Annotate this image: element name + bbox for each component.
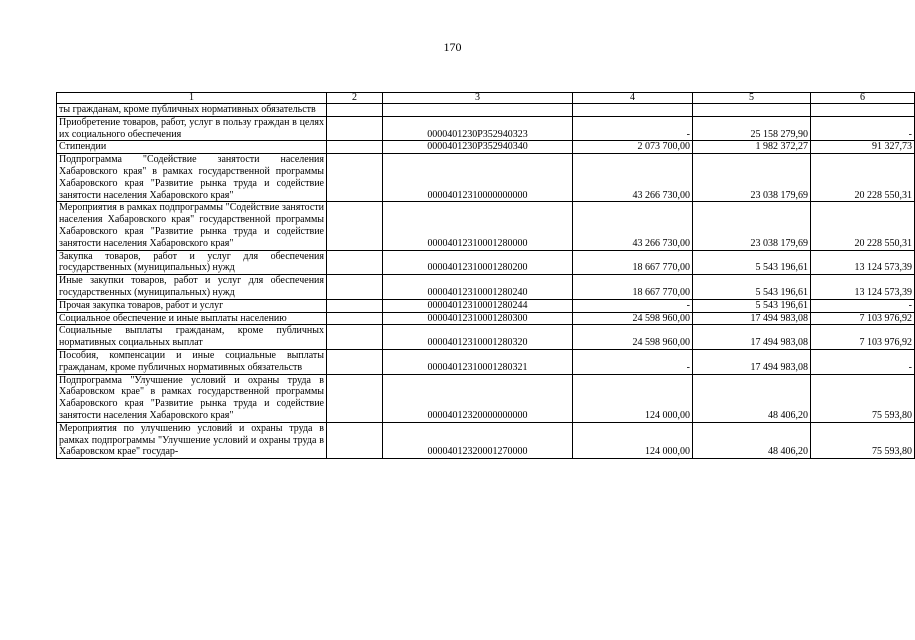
table-row <box>57 116 915 141</box>
table-row <box>57 422 915 458</box>
table-row <box>57 349 915 374</box>
row-code-cell: 00004012310001280000 <box>383 202 573 250</box>
row-executed-amount-cell: 17 494 983,08 <box>693 349 811 374</box>
row-executed-amount-cell: 1 982 372,27 <box>693 141 811 154</box>
row-section-cell <box>327 349 383 374</box>
row-code-cell: 00004012310000000000 <box>383 154 573 202</box>
row-unexecuted-amount-cell: 91 327,73 <box>811 141 915 154</box>
row-unexecuted-amount-cell: - <box>811 116 915 141</box>
column-header: 3 <box>383 93 573 104</box>
row-executed-amount-cell: 5 543 196,61 <box>693 275 811 300</box>
row-code-cell: 0000401230P352940340 <box>383 141 573 154</box>
row-approved-amount-cell: 124 000,00 <box>573 374 693 422</box>
row-section-cell <box>327 104 383 117</box>
row-code-cell: 0000401230P352940323 <box>383 116 573 141</box>
row-name-cell: Подпрограмма "Улучшение условий и охраны труда в Хабаровском крае" в рамках государственной программы Хабаровского края "Развитие рынка труда и содействие занятости населения Хабаровского края" <box>57 374 327 422</box>
row-section-cell <box>327 374 383 422</box>
row-name-cell: Подпрограмма "Содействие занятости населения Хабаровского края" в рамках государственной программы Хабаровского края "Развитие рынка труда и содействие занятости населения Хабаровского края" <box>57 154 327 202</box>
row-name-cell: Социальное обеспечение и иные выплаты населению <box>57 312 327 325</box>
row-approved-amount-cell: 18 667 770,00 <box>573 250 693 275</box>
row-name-cell: Мероприятия в рамках подпрограммы "Содействие занятости населения Хабаровского края" государственной программы Хабаровского края "Развитие рынка труда и содействие занятости населения Хабаровского края" <box>57 202 327 250</box>
row-executed-amount-cell: 48 406,20 <box>693 374 811 422</box>
row-code-cell: 00004012310001280321 <box>383 349 573 374</box>
table-row <box>57 250 915 275</box>
row-name-cell: Прочая закупка товаров, работ и услуг <box>57 299 327 312</box>
row-code-cell <box>383 104 573 117</box>
table-row <box>57 325 915 350</box>
column-header: 1 <box>57 93 327 104</box>
row-unexecuted-amount-cell: - <box>811 349 915 374</box>
row-section-cell <box>327 325 383 350</box>
budget-table <box>56 92 915 459</box>
table-header-row <box>57 93 915 104</box>
row-code-cell: 00004012310001280320 <box>383 325 573 350</box>
row-unexecuted-amount-cell: 7 103 976,92 <box>811 312 915 325</box>
row-code-cell: 00004012320000000000 <box>383 374 573 422</box>
row-executed-amount-cell: 5 543 196,61 <box>693 250 811 275</box>
row-name-cell: Иные закупки товаров, работ и услуг для обеспечения государственных (муниципальных) нужд <box>57 275 327 300</box>
table-row <box>57 299 915 312</box>
row-section-cell <box>327 275 383 300</box>
row-section-cell <box>327 422 383 458</box>
row-name-cell: Закупка товаров, работ и услуг для обеспечения государственных (муниципальных) нужд <box>57 250 327 275</box>
row-approved-amount-cell: 18 667 770,00 <box>573 275 693 300</box>
row-approved-amount-cell: 43 266 730,00 <box>573 202 693 250</box>
row-executed-amount-cell: 23 038 179,69 <box>693 202 811 250</box>
row-executed-amount-cell: 23 038 179,69 <box>693 154 811 202</box>
row-approved-amount-cell: - <box>573 116 693 141</box>
row-section-cell <box>327 202 383 250</box>
row-name-cell: ты гражданам, кроме публичных нормативных обязательств <box>57 104 327 117</box>
row-approved-amount-cell: 24 598 960,00 <box>573 325 693 350</box>
row-unexecuted-amount-cell: 13 124 573,39 <box>811 250 915 275</box>
row-section-cell <box>327 312 383 325</box>
table-row <box>57 275 915 300</box>
row-code-cell: 00004012310001280240 <box>383 275 573 300</box>
row-executed-amount-cell: 5 543 196,61 <box>693 299 811 312</box>
row-name-cell: Пособия, компенсации и иные социальные выплаты гражданам, кроме публичных нормативных обязательств <box>57 349 327 374</box>
table-row <box>57 202 915 250</box>
row-executed-amount-cell: 17 494 983,08 <box>693 325 811 350</box>
row-section-cell <box>327 250 383 275</box>
row-approved-amount-cell: 124 000,00 <box>573 422 693 458</box>
row-name-cell: Социальные выплаты гражданам, кроме публичных нормативных социальных выплат <box>57 325 327 350</box>
row-unexecuted-amount-cell: - <box>811 299 915 312</box>
column-header: 5 <box>693 93 811 104</box>
row-section-cell <box>327 299 383 312</box>
row-approved-amount-cell: 2 073 700,00 <box>573 141 693 154</box>
table-row <box>57 104 915 117</box>
row-code-cell: 00004012310001280300 <box>383 312 573 325</box>
row-section-cell <box>327 154 383 202</box>
table-row <box>57 374 915 422</box>
table-row <box>57 312 915 325</box>
row-approved-amount-cell: - <box>573 299 693 312</box>
row-unexecuted-amount-cell <box>811 104 915 117</box>
row-section-cell <box>327 141 383 154</box>
row-approved-amount-cell: 24 598 960,00 <box>573 312 693 325</box>
row-name-cell: Мероприятия по улучшению условий и охраны труда в рамках подпрограммы "Улучшение условий и охраны труда в Хабаровском крае" государ- <box>57 422 327 458</box>
row-unexecuted-amount-cell: 20 228 550,31 <box>811 154 915 202</box>
row-code-cell: 00004012310001280244 <box>383 299 573 312</box>
row-approved-amount-cell: 43 266 730,00 <box>573 154 693 202</box>
row-section-cell <box>327 116 383 141</box>
row-approved-amount-cell: - <box>573 349 693 374</box>
row-unexecuted-amount-cell: 20 228 550,31 <box>811 202 915 250</box>
column-header: 6 <box>811 93 915 104</box>
row-approved-amount-cell <box>573 104 693 117</box>
page-number: 170 <box>443 40 462 54</box>
row-executed-amount-cell <box>693 104 811 117</box>
table-row <box>57 154 915 202</box>
row-executed-amount-cell: 48 406,20 <box>693 422 811 458</box>
column-header: 2 <box>327 93 383 104</box>
row-code-cell: 00004012320001270000 <box>383 422 573 458</box>
row-name-cell: Приобретение товаров, работ, услуг в пользу граждан в целях их социального обеспечения <box>57 116 327 141</box>
row-unexecuted-amount-cell: 13 124 573,39 <box>811 275 915 300</box>
row-name-cell: Стипендии <box>57 141 327 154</box>
row-unexecuted-amount-cell: 75 593,80 <box>811 422 915 458</box>
column-header: 4 <box>573 93 693 104</box>
row-unexecuted-amount-cell: 75 593,80 <box>811 374 915 422</box>
row-executed-amount-cell: 25 158 279,90 <box>693 116 811 141</box>
row-unexecuted-amount-cell: 7 103 976,92 <box>811 325 915 350</box>
row-executed-amount-cell: 17 494 983,08 <box>693 312 811 325</box>
table-row <box>57 141 915 154</box>
row-code-cell: 00004012310001280200 <box>383 250 573 275</box>
